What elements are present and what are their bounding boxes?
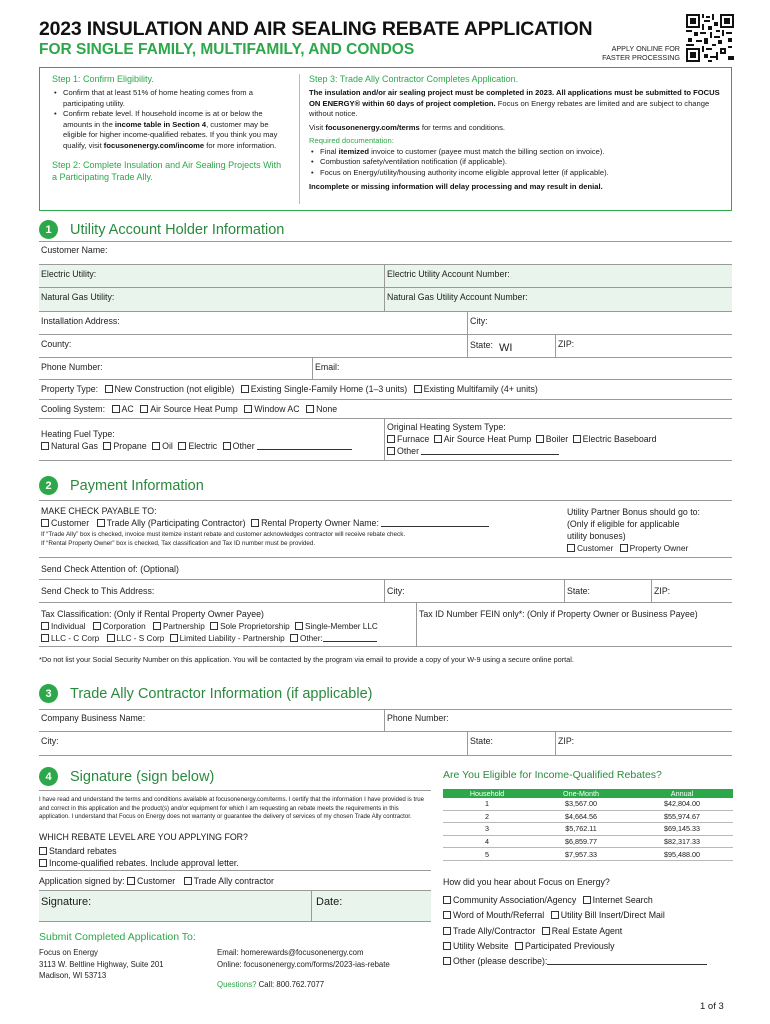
hear-options: Community Association/Agency Internet Search Word of Mouth/Referral Utility Bill Insert/Direct Mail Trade Ally/Contractor Real Estate Agent Utility Website Participated Previously Other (please describe): — [443, 893, 707, 969]
tax-row: Tax Classification: (Only if Rental Property Owner Payee) Individual Corporation Partnership Sole Proprietorship Single-Member LLC LLC - C Corp LLC - S Corp Limited Liability - Partnership Other: Tax ID Number FEIN only*: (Only if Property Owner or Business Payee) — [39, 603, 732, 647]
owner-name-line[interactable] — [381, 519, 489, 527]
phone-number-link[interactable]: 800.762.7077 — [276, 980, 325, 989]
checkbox-oil[interactable] — [152, 442, 160, 450]
step3-title: Step 3: Trade Ally Contractor Completes Application. — [309, 74, 519, 84]
gas-utility-row — [39, 288, 732, 312]
check-state-field[interactable]: State: — [564, 580, 651, 602]
checkbox-window-ac[interactable] — [244, 405, 252, 413]
section-number: 3 — [39, 684, 58, 703]
county-row — [39, 335, 732, 358]
checkbox-llp[interactable] — [170, 634, 178, 642]
hear-other-line[interactable] — [547, 957, 707, 965]
ta-phone-field[interactable]: Phone Number: — [384, 709, 732, 731]
checkbox-sole-prop[interactable] — [210, 622, 218, 630]
rebate-option-standard: Standard rebates — [39, 846, 117, 856]
checkbox-hear-real-estate[interactable] — [542, 927, 550, 935]
required-docs-title: Required documentation: — [309, 136, 394, 145]
electric-utility-field[interactable]: Electric Utility: — [41, 269, 97, 279]
hear-title: How did you hear about Focus on Energy? — [443, 877, 610, 887]
checkbox-hear-referral[interactable] — [443, 911, 451, 919]
checkbox-signed-customer[interactable] — [127, 877, 135, 885]
income-table — [443, 789, 733, 861]
checkbox-pay-owner[interactable] — [251, 519, 259, 527]
electric-account-field[interactable]: Electric Utility Account Number: — [384, 265, 732, 287]
ta-city-field[interactable]: City: — [41, 736, 59, 746]
required-doc-3: • Focus on Energy/utility/housing authority income eligible approval letter (if applicable). — [309, 168, 723, 179]
checkbox-heat-other[interactable] — [387, 447, 395, 455]
checkbox-income-qualified[interactable] — [39, 859, 47, 867]
checkbox-signed-trade-ally[interactable] — [184, 877, 192, 885]
date-field[interactable]: Date: — [311, 891, 431, 921]
section-title: Payment Information — [70, 477, 204, 494]
signed-by-row: Application signed by: Customer Trade Ally contractor — [39, 876, 274, 886]
section-number: 1 — [39, 220, 58, 239]
checkbox-heat-pump[interactable] — [140, 405, 148, 413]
checkbox-new-construction[interactable] — [105, 385, 113, 393]
property-type-row: Property Type: New Construction (not eligible) Existing Single-Family Home (1–3 units) Existing Multifamily (4+ units) — [39, 380, 732, 400]
fuel-type-label: Heating Fuel Type: — [41, 429, 115, 439]
email-field[interactable]: Email: — [312, 358, 732, 379]
customer-name-row[interactable] — [39, 241, 732, 265]
gas-account-field[interactable]: Natural Gas Utility Account Number: — [384, 288, 732, 311]
checkbox-llc-s[interactable] — [107, 634, 115, 642]
checkbox-electric[interactable] — [178, 442, 186, 450]
table-row: 3 $5,762.11 $69,145.33 — [443, 823, 733, 836]
phone-field[interactable]: Phone Number: — [41, 362, 103, 372]
steps-box — [39, 67, 732, 211]
page-title: 2023 INSULATION AND AIR SEALING REBATE APPLICATION — [39, 18, 593, 40]
attention-row[interactable] — [39, 558, 732, 580]
checkbox-bonus-customer[interactable] — [567, 544, 575, 552]
electric-utility-row — [39, 265, 732, 288]
ssn-footnote: *Do not list your Social Security Number on this application. You will be contacted by the program via email to provide a copy of your W-9 using a secure online portal. — [39, 655, 574, 664]
tax-other-line[interactable] — [323, 634, 377, 642]
check-zip-field[interactable]: ZIP: — [651, 580, 732, 602]
tax-class-label: Tax Classification: (Only if Rental Property Owner Payee) — [41, 609, 264, 619]
income-title: Are You Eligible for Income-Qualified Rebates? — [443, 769, 662, 781]
bonus-label: Utility Partner Bonus should go to: — [567, 507, 701, 517]
attention-label: Send Check Attention of: (Optional) — [41, 564, 179, 574]
section-number: 2 — [39, 476, 58, 495]
check-city-field[interactable]: City: — [384, 580, 564, 602]
heating-row: Heating Fuel Type: Natural Gas Propane Oil Electric Other Original Heating System Type: Furnace Air Source Heat Pump Boiler Electric Baseboard Other — [39, 419, 732, 461]
income-table-header: Household One-Month Annual — [443, 789, 733, 798]
signature-field[interactable]: Signature: — [41, 896, 92, 908]
section-title: Utility Account Holder Information — [70, 221, 285, 238]
phone-row — [39, 358, 732, 380]
checkbox-llc-c[interactable] — [41, 634, 49, 642]
state-value: WI — [499, 342, 513, 354]
section-title: Trade Ally Contractor Information (if applicable) — [70, 685, 373, 702]
checkbox-hear-website[interactable] — [443, 942, 451, 950]
processing-warning: Incomplete or missing information will delay processing and may result in denial. — [309, 182, 603, 191]
county-field[interactable]: County: — [41, 339, 72, 349]
checkbox-pay-trade-ally[interactable] — [97, 519, 105, 527]
check-address-field[interactable]: Send Check to This Address: — [41, 586, 155, 596]
table-row: 5 $7,957.33 $95,488.00 — [443, 848, 733, 861]
section-number: 4 — [39, 767, 58, 786]
table-row: 2 $4,664.56 $55,974.67 — [443, 811, 733, 824]
checkbox-hear-internet[interactable] — [583, 896, 591, 904]
required-doc-1: • Final itemized invoice to customer (payee must match the billing section on invoice). — [309, 147, 723, 158]
checkbox-fuel-other[interactable] — [223, 442, 231, 450]
gas-utility-field[interactable]: Natural Gas Utility: — [41, 292, 115, 302]
zip-field[interactable]: ZIP: — [555, 335, 732, 357]
checkbox-smllc[interactable] — [295, 622, 303, 630]
mail-address: Focus on Energy 3113 W. Beltline Highway, Suite 201 Madison, WI 53713 — [39, 948, 164, 980]
page-subtitle: FOR SINGLE FAMILY, MULTIFAMILY, AND CONDOS — [39, 41, 415, 58]
cooling-label: Cooling System: — [41, 404, 106, 414]
checkbox-furnace[interactable] — [387, 435, 395, 443]
submit-online-link[interactable]: Online: focusonenergy.com/forms/2023-ias-rebate — [217, 959, 390, 969]
certification-text: I have read and understand the terms and conditions available at focusonenergy.com/terms. I certify that the information I have provided is true and correct in this application and the product(s) and/or equipment for which I am requesting an rebate meets the requirements in this application. I understand that Focus on Energy does not warranty or guarantee the delivery of services of my chosen Trade Ally contractor. — [39, 796, 425, 821]
checkbox-hear-previous[interactable] — [515, 942, 523, 950]
heat-other-line[interactable] — [421, 447, 559, 455]
checkbox-hear-trade-ally[interactable] — [443, 927, 451, 935]
checkbox-partnership[interactable] — [153, 622, 161, 630]
checkbox-multifamily[interactable] — [414, 385, 422, 393]
check-address-row — [39, 580, 732, 603]
step2-title: Step 2: Complete Insulation and Air Sealing Projects With a Participating Trade Ally. — [52, 160, 282, 182]
submit-email-link[interactable]: Email: homerewards@focusonenergy.com — [217, 948, 364, 957]
checkbox-single-family[interactable] — [241, 385, 249, 393]
checkbox-pay-customer[interactable] — [41, 519, 49, 527]
checkbox-corporation[interactable] — [93, 622, 101, 630]
state-field[interactable]: State: WI — [467, 335, 555, 357]
required-doc-2: • Combustion safety/ventilation notification (if applicable). — [309, 157, 723, 168]
table-row: 4 $6,859.77 $82,317.33 — [443, 836, 733, 849]
section-2-header — [39, 476, 204, 495]
cooling-row: Cooling System: AC Air Source Heat Pump Window AC None — [39, 400, 732, 419]
checkbox-boiler[interactable] — [536, 435, 544, 443]
tax-id-field[interactable]: Tax ID Number FEIN only*: (Only if Property Owner or Business Payee) — [416, 603, 732, 646]
ta-state-field[interactable]: State: — [467, 732, 555, 755]
step3-paragraph-1: The insulation and/or air sealing project must be completed in 2023. All applications must be submitted to FOCUS ON ENERGY® within 60 days of project completion. Focus on Energy rebates are limited and are subject to change without notice. — [309, 88, 720, 118]
ta-city-row — [39, 732, 732, 756]
section-3-header — [39, 684, 372, 703]
property-type-label: Property Type: — [41, 384, 99, 394]
orig-heat-label: Original Heating System Type: — [387, 422, 506, 432]
payable-note-2: If “Rental Property Owner” box is checked, Tax classification and Tax ID number must be provided. — [41, 540, 316, 547]
step3-paragraph-2: Visit focusonenergy.com/terms for terms and conditions. — [309, 122, 505, 132]
checkbox-tax-other[interactable] — [290, 634, 298, 642]
install-address-row — [39, 312, 732, 335]
checkbox-baseboard[interactable] — [573, 435, 581, 443]
company-field[interactable]: Company Business Name: — [41, 713, 146, 723]
payable-row: MAKE CHECK PAYABLE TO: Customer Trade Ally (Participating Contractor) Rental Property Owner Name: If “Trade Ally” box is checked, invoice must itemize instant rebate and customer acknowledges contractor will receive rebate check. If “Rental Property Owner” box is checked, Tax classification and Tax ID number must be provided. Utility Partner Bonus should go to: (Only if eligible for applicable utility bonuses) Customer Property Owner — [39, 500, 732, 558]
checkbox-hear-utility-bill[interactable] — [551, 911, 559, 919]
install-city-field[interactable]: City: — [467, 312, 732, 334]
checkbox-hear-community[interactable] — [443, 896, 451, 904]
checkbox-ashp[interactable] — [434, 435, 442, 443]
signature-row — [39, 890, 431, 922]
checkbox-standard[interactable] — [39, 847, 47, 855]
company-row — [39, 709, 732, 732]
section-4-header — [39, 767, 214, 786]
questions-line: Questions? Call: 800.762.7077 — [217, 980, 325, 989]
qr-code-icon[interactable] — [686, 14, 734, 62]
fuel-other-line[interactable] — [257, 442, 352, 450]
checkbox-hear-other[interactable] — [443, 957, 451, 965]
rebate-level-label: WHICH REBATE LEVEL ARE YOU APPLYING FOR? — [39, 832, 248, 842]
ta-zip-field[interactable]: ZIP: — [555, 732, 732, 755]
step1-bullet-1: • Confirm that at least 51% of home heating comes from a participating utility. — [52, 88, 284, 109]
install-address-field[interactable]: Installation Address: — [41, 316, 120, 326]
checkbox-none[interactable] — [306, 405, 314, 413]
step1-bullet-2: • Confirm rebate level. If household income is at or below the amounts in the income table in Section 4, customer may be eligible for higher income-qualified rebates. If you think you may qualify, visit focusonenergy.com/income for more information. — [52, 109, 284, 151]
submit-title: Submit Completed Application To: — [39, 931, 196, 943]
rebate-option-income: Income-qualified rebates. Include approval letter. — [39, 858, 239, 868]
page-number: 1 of 3 — [700, 1001, 724, 1012]
checkbox-natural-gas[interactable] — [41, 442, 49, 450]
section-1-header — [39, 220, 284, 239]
payable-note-1: If “Trade Ally” box is checked, invoice must itemize instant rebate and customer acknowledges contractor will receive rebate check. — [41, 531, 406, 538]
table-row: 1 $3,567.00 $42,804.00 — [443, 798, 733, 811]
checkbox-ac[interactable] — [112, 405, 120, 413]
checkbox-individual[interactable] — [41, 622, 49, 630]
checkbox-bonus-owner[interactable] — [620, 544, 628, 552]
payable-label: MAKE CHECK PAYABLE TO: — [41, 506, 157, 516]
step1-title: Step 1: Confirm Eligibility. — [52, 74, 154, 84]
section-title: Signature (sign below) — [70, 768, 215, 785]
apply-online-note: APPLY ONLINE FOR FASTER PROCESSING — [602, 44, 680, 62]
customer-name-label: Customer Name: — [41, 245, 108, 255]
checkbox-propane[interactable] — [103, 442, 111, 450]
